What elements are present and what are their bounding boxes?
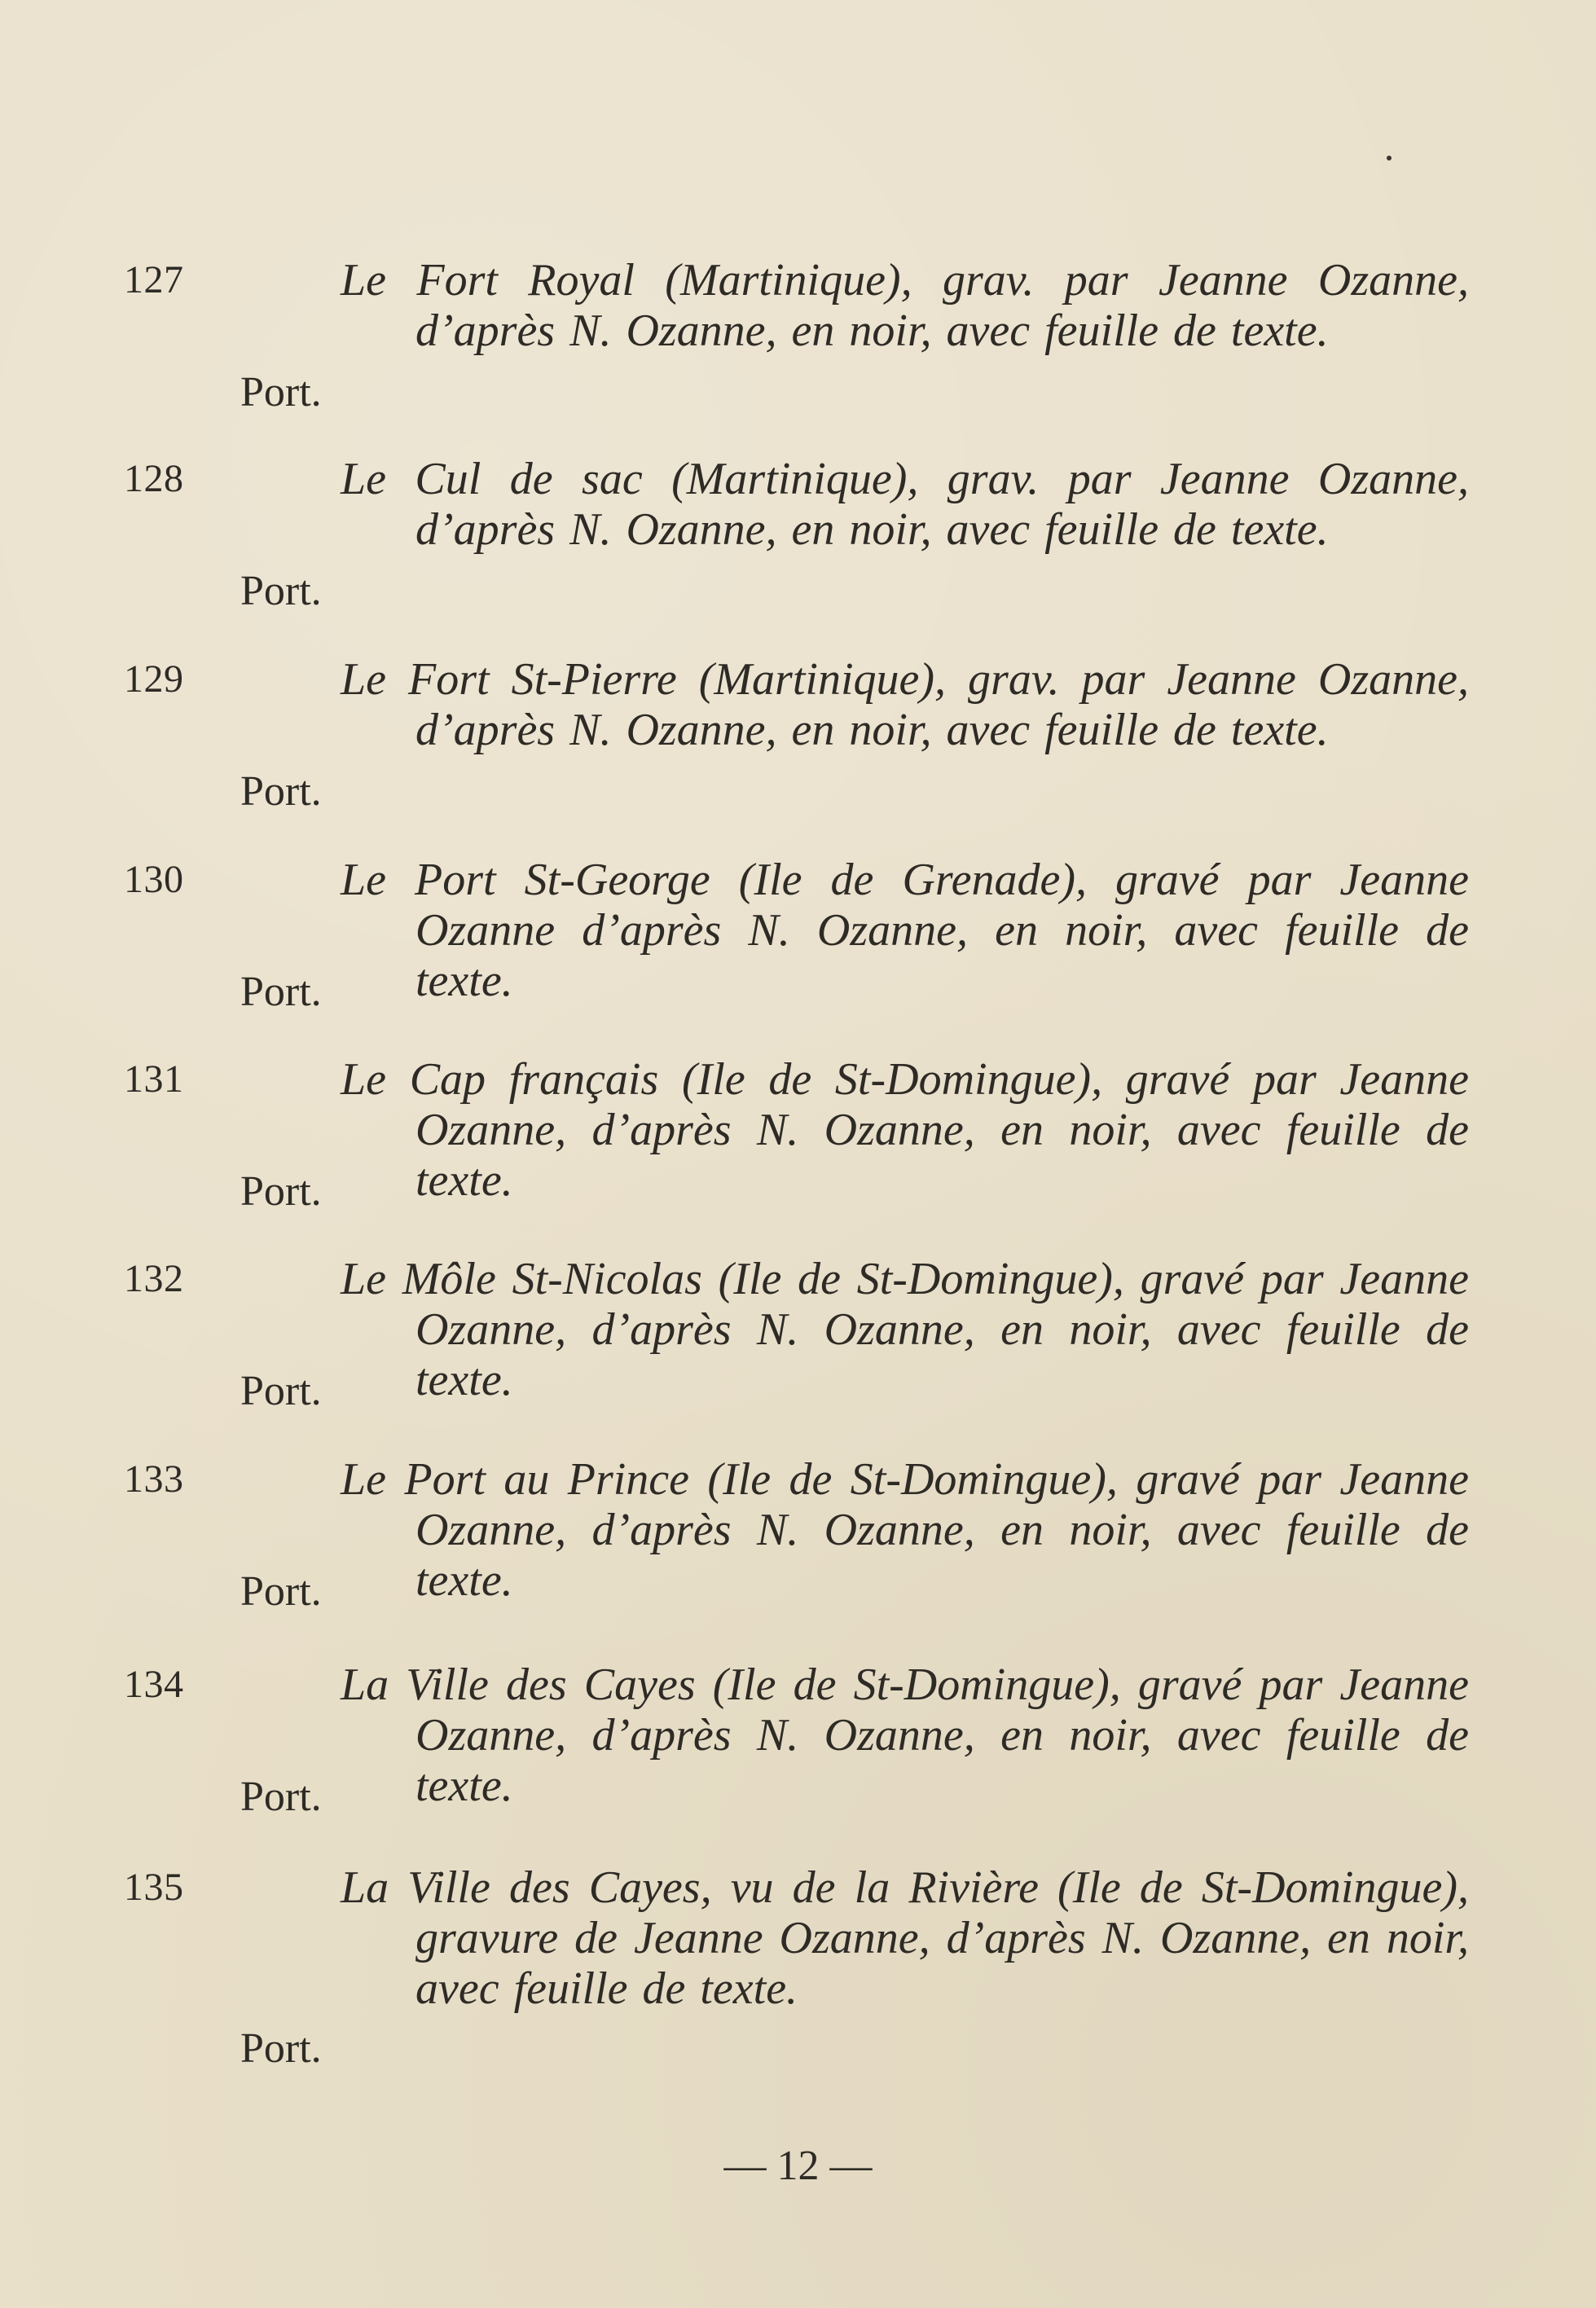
entry-location: Port. (240, 1368, 322, 1414)
entry-description: Le Cap français (Ile de St-Domingue), gravé par Jeanne Ozanne, d’après N. Ozanne, en noir, avec feuille de texte. (341, 1054, 1469, 1206)
entry-location: Port. (240, 969, 322, 1015)
entry-description: Le Cul de sac (Martinique), grav. par Jeanne Ozanne, d’après N. Ozanne, en noir, avec feuille de texte. (341, 454, 1469, 555)
entry-number: 129 (124, 657, 184, 701)
entry-number: 133 (124, 1457, 184, 1501)
entry-number: 130 (124, 858, 184, 901)
entry-description: La Ville des Cayes (Ile de St-Domingue), gravé par Jeanne Ozanne, d’après N. Ozanne, en noir, avec feuille de texte. (341, 1660, 1469, 1811)
entry-location: Port. (240, 2025, 322, 2072)
entry-location: Port. (240, 1774, 322, 1820)
entry-number: 128 (124, 457, 184, 500)
entry-number: 132 (124, 1257, 184, 1300)
catalog-entry-128 (0, 454, 1596, 617)
catalog-entry-131 (0, 1054, 1596, 1217)
entry-number: 127 (124, 258, 184, 301)
entry-location: Port. (240, 1568, 322, 1615)
catalog-entry-129 (0, 654, 1596, 817)
entry-number: 135 (124, 1866, 184, 1909)
page-number: — 12 — (723, 2143, 873, 2189)
entry-number: 134 (124, 1663, 184, 1706)
entry-location: Port. (240, 568, 322, 614)
entry-location: Port. (240, 768, 322, 815)
entry-description: La Ville des Cayes, vu de la Rivière (Ile de St-Domingue), gravure de Jeanne Ozanne, d’après N. Ozanne, en noir, avec feuille de texte. (341, 1862, 1469, 2014)
entry-description: Le Port au Prince (Ile de St-Domingue), gravé par Jeanne Ozanne, d’après N. Ozanne, en noir, avec feuille de texte. (341, 1454, 1469, 1606)
entry-description: Le Fort Royal (Martinique), grav. par Jeanne Ozanne, d’après N. Ozanne, en noir, avec feuille de texte. (341, 255, 1469, 356)
entry-location: Port. (240, 1168, 322, 1215)
entry-description: Le Port St-George (Ile de Grenade), gravé par Jeanne Ozanne d’après N. Ozanne, en noir, avec feuille de texte. (341, 855, 1469, 1006)
entry-number: 131 (124, 1057, 184, 1101)
entry-location: Port. (240, 369, 322, 415)
catalog-entry-127 (0, 255, 1596, 418)
ink-speck (1387, 156, 1392, 160)
catalog-entry-132 (0, 1254, 1596, 1417)
entry-description: Le Fort St-Pierre (Martinique), grav. par Jeanne Ozanne, d’après N. Ozanne, en noir, avec feuille de texte. (341, 654, 1469, 755)
catalog-entry-134 (0, 1660, 1596, 1822)
catalog-entry-133 (0, 1454, 1596, 1617)
entry-description: Le Môle St-Nicolas (Ile de St-Domingue), gravé par Jeanne Ozanne, d’après N. Ozanne, en noir, avec feuille de texte. (341, 1254, 1469, 1405)
catalog-entry-135 (0, 1862, 1596, 2074)
catalog-entry-130 (0, 855, 1596, 1018)
